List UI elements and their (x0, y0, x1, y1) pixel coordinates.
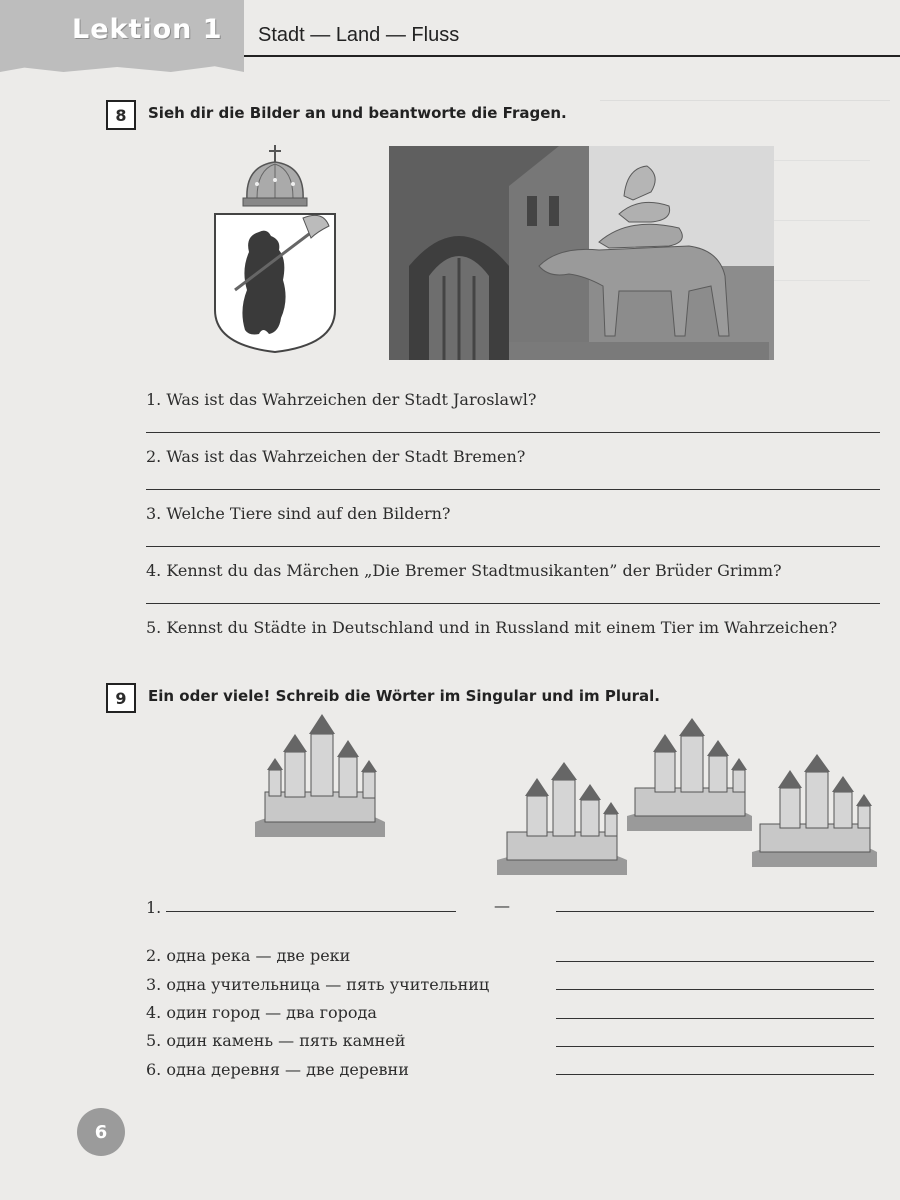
bremen-town-musicians-photo (389, 146, 774, 360)
exercise-8-number: 8 (106, 100, 136, 130)
castle-group-image-3 (752, 752, 877, 867)
item-2-line[interactable] (556, 961, 874, 962)
item-6-line[interactable] (556, 1074, 874, 1075)
item-5-line[interactable] (556, 1046, 874, 1047)
item-1-number: 1. (146, 898, 162, 917)
item-1-dash: — (494, 896, 510, 915)
question-5: 5. Kennst du Städte in Deutschland und in Russland mit einem Tier im Wahrzeichen? (146, 618, 838, 637)
castle-group-image-2 (627, 716, 752, 831)
topic-title: Stadt — Land — Fluss (258, 24, 460, 46)
lesson-title: Lektion 1 (72, 14, 223, 45)
answer-line-3[interactable] (146, 546, 880, 547)
page-number: 6 (77, 1108, 125, 1156)
question-1: 1. Was ist das Wahrzeichen der Stadt Jaroslawl? (146, 390, 537, 409)
question-4: 4. Kennst du das Märchen „Die Bremer Stadtmusikanten” der Brüder Grimm? (146, 561, 782, 580)
item-3-line[interactable] (556, 989, 874, 990)
answer-line-1[interactable] (146, 432, 880, 433)
item-2: 2. одна река — две реки (146, 946, 351, 965)
item-6: 6. одна деревня — две деревни (146, 1060, 409, 1079)
exercise-9-number: 9 (106, 683, 136, 713)
item-1-singular-line[interactable] (166, 911, 456, 912)
item-3: 3. одна учительница — пять учительниц (146, 975, 490, 994)
yaroslavl-coat-of-arms-image (205, 140, 345, 360)
header-rule (244, 55, 900, 57)
item-4: 4. один город — два города (146, 1003, 377, 1022)
question-3: 3. Welche Tiere sind auf den Bildern? (146, 504, 451, 523)
question-2: 2. Was ist das Wahrzeichen der Stadt Bremen? (146, 447, 526, 466)
exercise-9-title: Ein oder viele! Schreib die Wörter im Singular und im Plural. (148, 687, 660, 705)
castle-group-image-1 (497, 760, 627, 875)
answer-line-2[interactable] (146, 489, 880, 490)
exercise-8-title: Sieh dir die Bilder an und beantworte die Fragen. (148, 104, 567, 122)
item-1-plural-line[interactable] (556, 911, 874, 912)
item-5: 5. один камень — пять камней (146, 1031, 406, 1050)
castle-single-image (255, 712, 385, 837)
answer-line-4[interactable] (146, 603, 880, 604)
item-4-line[interactable] (556, 1018, 874, 1019)
